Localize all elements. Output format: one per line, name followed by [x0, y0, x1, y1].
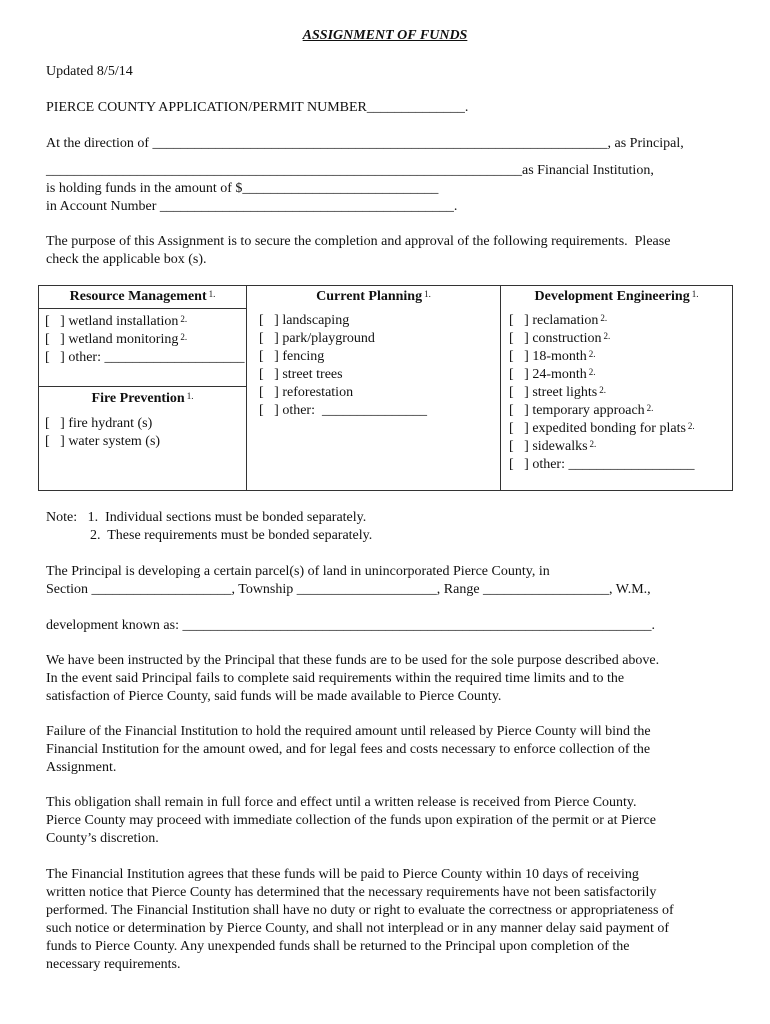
resource-management-column: [39, 286, 247, 491]
checkbox-24-month[interactable]: [ ] 24-month $^{2.}$: [509, 367, 596, 382]
holding-amount-line: is holding funds in the amount of $____________________________: [46, 181, 439, 196]
principal-line: At the direction of _________________________________________________________________, as Principal,: [46, 136, 684, 151]
requirements-table: [38, 285, 733, 491]
updated-date: Updated 8/5/14: [46, 64, 133, 79]
paragraph-payment-terms: The Financial Institution agrees that these funds will be paid to Pierce County within 10 days of receiving written notice that Pierce County has determined that the necessary requirements have not been satisfactorily performed. The Financial Institution shall have no duty or right to evaluate the correctness or appropriateness of such notice or determination by Pierce County, and shall not interplead or in any manner delay said payment of funds to Pierce County. Any unexpended funds shall be returned to the Principal upon completion of the necessary requirements.: [46, 867, 674, 972]
parcel-line-1: The Principal is developing a certain parcel(s) of land in unincorporated Pierce County, in: [46, 564, 550, 579]
checkbox-landscaping[interactable]: [ ] landscaping: [259, 313, 350, 328]
checkbox-sidewalks[interactable]: [ ] sidewalks $^{2.}$: [509, 439, 597, 454]
checkbox-construction[interactable]: [ ] construction $^{2.}$: [509, 331, 611, 346]
checkbox-wetland-installation[interactable]: [ ] wetland installation $^{2.}$: [45, 314, 188, 329]
note-line-2: 2. These requirements must be bonded separately.: [90, 528, 373, 543]
financial-institution-line: ____________________________________________________________________as Financial Institution,: [46, 163, 654, 178]
checkbox-wetland-monitoring[interactable]: [ ] wetland monitoring $^{2.}$: [45, 332, 188, 347]
checkbox-street-trees[interactable]: [ ] street trees: [259, 367, 343, 382]
account-number-line: in Account Number __________________________________________.: [46, 199, 458, 214]
development-engineering-column: [501, 286, 733, 491]
resource-management-heading: Resource Management $^{1.}$: [39, 286, 246, 309]
note-line-1: Note: 1. Individual sections must be bonded separately.: [46, 510, 367, 525]
current-planning-heading: Current Planning $^{1.}$: [316, 289, 431, 304]
document-title: ASSIGNMENT OF FUNDS: [302, 28, 468, 43]
paragraph-failure-to-hold: Failure of the Financial Institution to hold the required amount until released by Pierce County will bind the Financial Institution for the amount owed, and for legal fees and costs necessary to enforce collection of the Assignment.: [46, 724, 651, 775]
checkbox-18-month[interactable]: [ ] 18-month $^{2.}$: [509, 349, 596, 364]
development-name-line: development known as: ___________________________________________________________________.: [46, 618, 655, 633]
checkbox-reforestation[interactable]: [ ] reforestation: [259, 385, 354, 400]
checkbox-resource-other[interactable]: [ ] other: ____________________: [45, 350, 245, 365]
checkbox-water-system[interactable]: [ ] water system (s): [45, 434, 161, 449]
permit-number-line: PIERCE COUNTY APPLICATION/PERMIT NUMBER______________.: [46, 100, 469, 115]
checkbox-park-playground[interactable]: [ ] park/playground: [259, 331, 375, 346]
checkbox-fire-hydrant[interactable]: [ ] fire hydrant (s): [45, 416, 153, 431]
checkbox-engineering-other[interactable]: [ ] other: __________________: [509, 457, 695, 472]
checkbox-expedited-bonding[interactable]: [ ] expedited bonding for plats $^{2.}$: [509, 421, 695, 436]
current-planning-column: [247, 286, 501, 491]
checkbox-fencing[interactable]: [ ] fencing: [259, 349, 325, 364]
parcel-location-line: Section ____________________, Township ____________________, Range __________________, W.M.,: [46, 582, 651, 597]
checkbox-temporary-approach[interactable]: [ ] temporary approach $^{2.}$: [509, 403, 654, 418]
checkbox-reclamation[interactable]: [ ] reclamation $^{2.}$: [509, 313, 608, 328]
development-engineering-heading: Development Engineering $^{1.}$: [534, 289, 699, 304]
purpose-line-2: check the applicable box (s).: [46, 252, 207, 267]
fire-prevention-section: [39, 386, 246, 451]
checkbox-street-lights[interactable]: [ ] street lights $^{2.}$: [509, 385, 607, 400]
paragraph-obligation: This obligation shall remain in full force and effect until a written release is received from Pierce County. Pierce County may proceed with immediate collection of the funds upon expiration of the permit or at Pierce County’s discretion.: [46, 795, 656, 846]
fire-prevention-heading: Fire Prevention $^{1.}$: [91, 391, 194, 406]
purpose-line-1: The purpose of this Assignment is to secure the completion and approval of the following requirements. Please: [46, 234, 671, 249]
paragraph-sole-purpose: We have been instructed by the Principal that these funds are to be used for the sole purpose described above. In the event said Principal fails to complete said requirements within the required time limits and to the satisfaction of Pierce County, said funds will be made available to Pierce County.: [46, 653, 660, 704]
checkbox-planning-other[interactable]: [ ] other: _______________: [259, 403, 427, 418]
